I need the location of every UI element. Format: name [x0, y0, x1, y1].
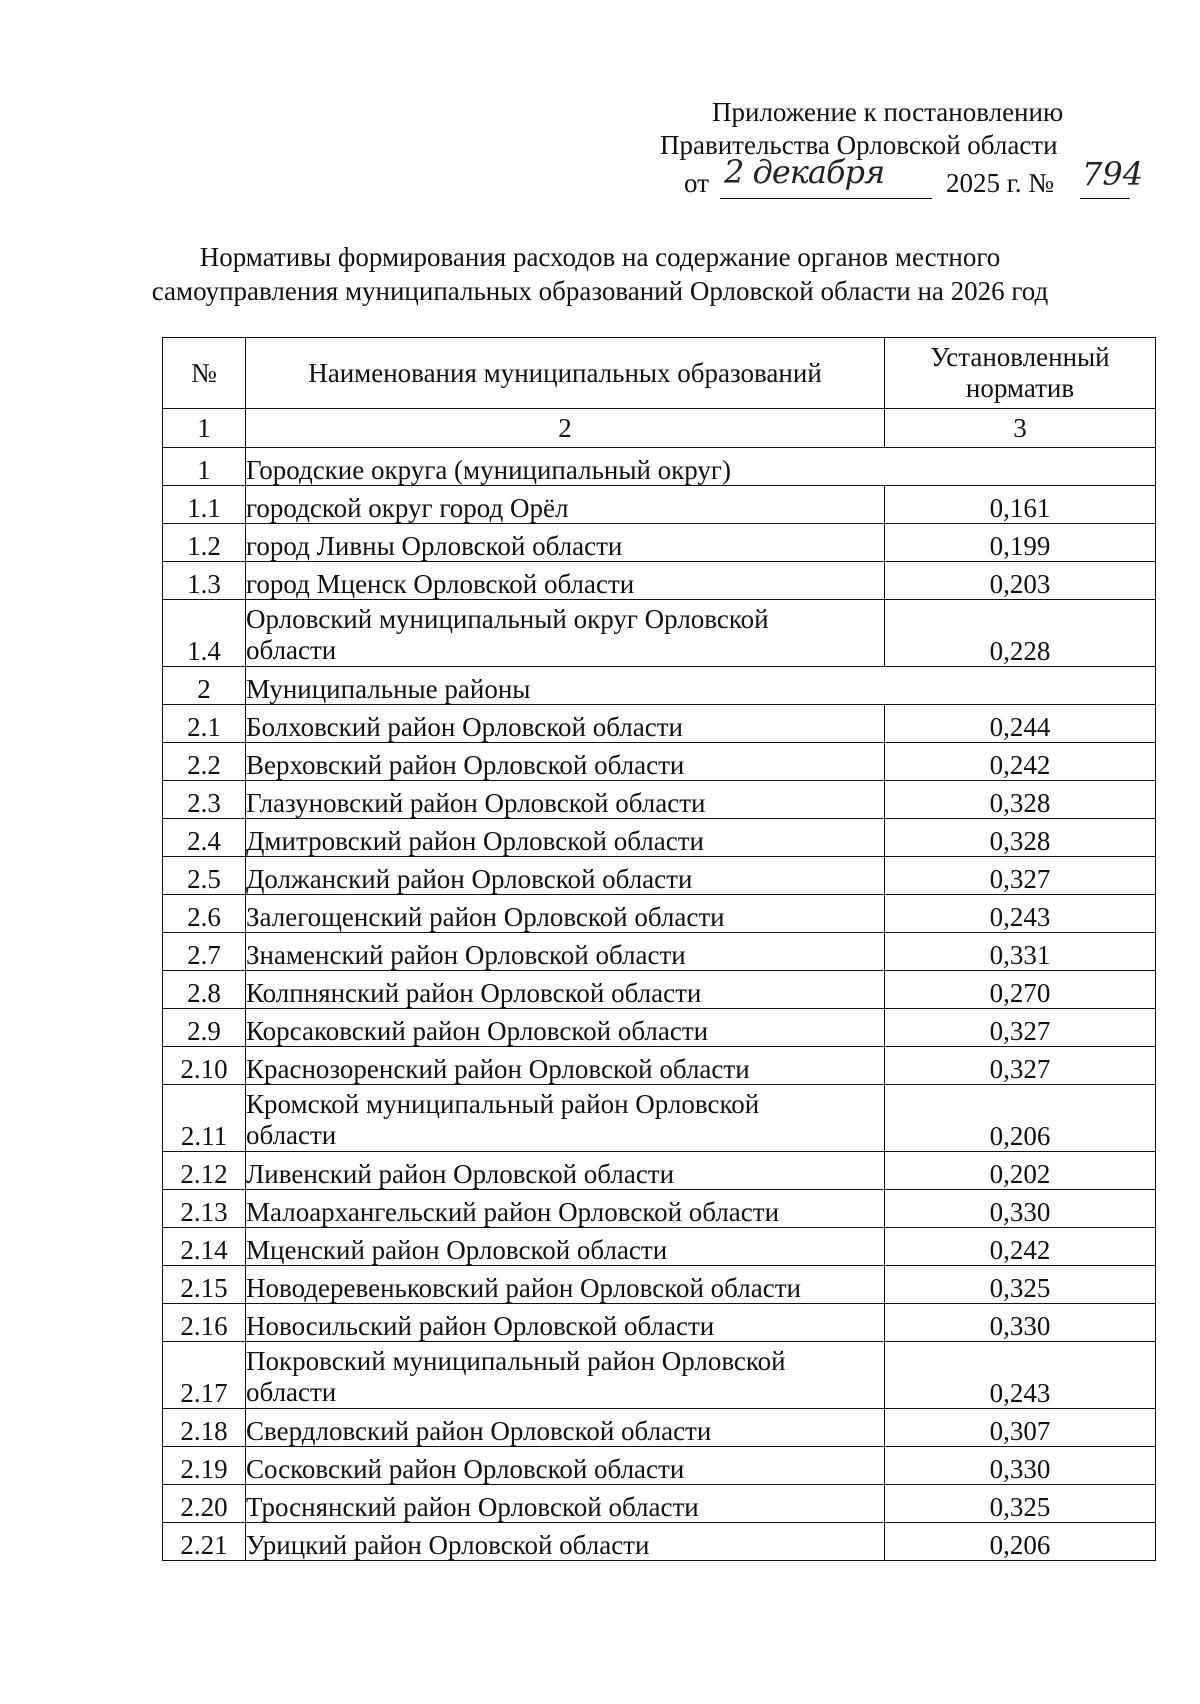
- norm-value: 0,328: [885, 819, 1156, 857]
- municipality-name: [246, 1342, 885, 1409]
- table-row: [163, 486, 1156, 524]
- table-row: [163, 933, 1156, 971]
- municipality-name: Новосильский район Орловской области: [246, 1304, 885, 1342]
- row-number: 1.4: [163, 600, 246, 667]
- table-row: [163, 857, 1156, 895]
- norm-value: 0,244: [885, 705, 1156, 743]
- row-number: 2.19: [163, 1447, 246, 1485]
- row-number: 2.7: [163, 933, 246, 971]
- municipality-name: городской округ город Орёл: [246, 486, 885, 524]
- municipality-name-line-1: Кромской муниципальный район Орловской: [246, 1089, 760, 1119]
- table-row: [163, 1304, 1156, 1342]
- municipality-name: Сосковский район Орловской области: [246, 1447, 885, 1485]
- table-row: [163, 1409, 1156, 1447]
- appendix-year: 2025 г. №: [946, 168, 1055, 198]
- row-number: 2.9: [163, 1009, 246, 1047]
- municipality-name: Ливенский район Орловской области: [246, 1152, 885, 1190]
- table-row: [163, 1009, 1156, 1047]
- municipality-name: Должанский район Орловской области: [246, 857, 885, 895]
- row-number: 2.3: [163, 781, 246, 819]
- table-row: [163, 562, 1156, 600]
- table-row: [163, 1190, 1156, 1228]
- norm-value: 0,203: [885, 562, 1156, 600]
- row-number: 2.6: [163, 895, 246, 933]
- row-number: 1.2: [163, 524, 246, 562]
- norm-value: 0,242: [885, 743, 1156, 781]
- row-number: 2.20: [163, 1485, 246, 1523]
- municipality-name: Малоархангельский район Орловской области: [246, 1190, 885, 1228]
- title-line-2: самоуправления муниципальных образований Орловской области на 2026 год: [151, 276, 1049, 306]
- column-number: 2: [246, 409, 885, 448]
- document-title: [0, 240, 1200, 308]
- norm-value: 0,330: [885, 1447, 1156, 1485]
- table-row: [163, 1447, 1156, 1485]
- row-number: 2.14: [163, 1228, 246, 1266]
- row-number: 2.15: [163, 1266, 246, 1304]
- municipality-name: Знаменский район Орловской области: [246, 933, 885, 971]
- norm-value: 0,206: [885, 1085, 1156, 1152]
- appendix-date-line: [660, 153, 1144, 202]
- row-number: 2.11: [163, 1085, 246, 1152]
- section-number: 2: [163, 667, 246, 705]
- norm-value: 0,243: [885, 895, 1156, 933]
- municipality-name-line-1: Покровский муниципальный район Орловской: [246, 1346, 786, 1376]
- municipality-name: Мценский район Орловской области: [246, 1228, 885, 1266]
- norm-value: 0,328: [885, 781, 1156, 819]
- row-number: 2.8: [163, 971, 246, 1009]
- norm-value: 0,325: [885, 1485, 1156, 1523]
- table-row: [163, 895, 1156, 933]
- row-number: 2.2: [163, 743, 246, 781]
- norm-value: 0,206: [885, 1523, 1156, 1561]
- appendix-line-2: Правительства Орловской области: [660, 130, 1058, 160]
- norm-value: 0,242: [885, 1228, 1156, 1266]
- handwritten-date: 2 декабря: [724, 153, 885, 191]
- section-title: Городские округа (муниципальный округ): [246, 448, 1156, 486]
- appendix-line-1: Приложение к постановлению: [712, 97, 1064, 127]
- column-number: 1: [163, 409, 246, 448]
- municipality-name: город Мценск Орловской области: [246, 562, 885, 600]
- row-number: 2.17: [163, 1342, 246, 1409]
- municipality-name: Залегощенский район Орловской области: [246, 895, 885, 933]
- municipality-name: Корсаковский район Орловской области: [246, 1009, 885, 1047]
- header-name: Наименования муниципальных образований: [246, 338, 885, 409]
- norm-value: 0,228: [885, 600, 1156, 667]
- row-number: 2.12: [163, 1152, 246, 1190]
- handwritten-number: 794: [1082, 155, 1144, 193]
- header-value: [885, 338, 1156, 409]
- row-number: 2.1: [163, 705, 246, 743]
- table-header-row: [163, 338, 1156, 409]
- table-row: [163, 1228, 1156, 1266]
- norm-value: 0,161: [885, 486, 1156, 524]
- table-row: [163, 1152, 1156, 1190]
- section-row: [163, 448, 1156, 486]
- row-number: 2.5: [163, 857, 246, 895]
- row-number: 2.13: [163, 1190, 246, 1228]
- date-underline: [720, 198, 932, 199]
- municipality-name: Глазуновский район Орловской области: [246, 781, 885, 819]
- table-row: [163, 705, 1156, 743]
- row-number: 2.18: [163, 1409, 246, 1447]
- row-number: 1.3: [163, 562, 246, 600]
- norm-value: 0,327: [885, 1009, 1156, 1047]
- norm-value: 0,330: [885, 1304, 1156, 1342]
- municipality-name-line-1: Орловский муниципальный округ Орловской: [246, 604, 769, 634]
- section-row: [163, 667, 1156, 705]
- column-numbers-row: [163, 409, 1156, 448]
- municipality-name-line-2: области: [246, 1120, 337, 1150]
- norm-value: 0,199: [885, 524, 1156, 562]
- title-line-1: Нормативы формирования расходов на содержание органов местного: [199, 242, 1001, 272]
- row-number: 1.1: [163, 486, 246, 524]
- header-value-line-2: норматив: [965, 373, 1075, 403]
- municipality-name: Новодеревеньковский район Орловской области: [246, 1266, 885, 1304]
- row-number: 2.16: [163, 1304, 246, 1342]
- municipality-name: Верховский район Орловской области: [246, 743, 885, 781]
- appendix-block: [660, 96, 1144, 202]
- municipality-name: Краснозоренский район Орловской области: [246, 1047, 885, 1085]
- norm-value: 0,330: [885, 1190, 1156, 1228]
- norm-value: 0,202: [885, 1152, 1156, 1190]
- municipality-name: Болховский район Орловской области: [246, 705, 885, 743]
- municipality-name: [246, 600, 885, 667]
- table-row: [163, 781, 1156, 819]
- norm-value: 0,270: [885, 971, 1156, 1009]
- table-row: [163, 1085, 1156, 1152]
- table-row: [163, 1342, 1156, 1409]
- norm-value: 0,331: [885, 933, 1156, 971]
- norm-value: 0,325: [885, 1266, 1156, 1304]
- municipality-name: город Ливны Орловской области: [246, 524, 885, 562]
- municipality-name-line-2: области: [246, 1377, 337, 1407]
- norm-value: 0,327: [885, 857, 1156, 895]
- municipality-name: Дмитровский район Орловской области: [246, 819, 885, 857]
- norm-value: 0,243: [885, 1342, 1156, 1409]
- section-number: 1: [163, 448, 246, 486]
- municipality-name: [246, 1085, 885, 1152]
- table-row: [163, 600, 1156, 667]
- table-row: [163, 819, 1156, 857]
- appendix-ot: от: [684, 168, 709, 198]
- section-title: Муниципальные районы: [246, 667, 1156, 705]
- number-underline: [1080, 198, 1130, 199]
- municipality-name: Свердловский район Орловской области: [246, 1409, 885, 1447]
- municipality-name: Колпнянский район Орловской области: [246, 971, 885, 1009]
- table-row: [163, 971, 1156, 1009]
- municipality-name-line-2: области: [246, 635, 337, 665]
- row-number: 2.4: [163, 819, 246, 857]
- table-row: [163, 524, 1156, 562]
- table-row: [163, 743, 1156, 781]
- column-number: 3: [885, 409, 1156, 448]
- table-row: [163, 1047, 1156, 1085]
- norms-table: [162, 337, 1156, 1561]
- table-row: [163, 1266, 1156, 1304]
- table-row: [163, 1523, 1156, 1561]
- row-number: 2.21: [163, 1523, 246, 1561]
- norm-value: 0,307: [885, 1409, 1156, 1447]
- municipality-name: Троснянский район Орловской области: [246, 1485, 885, 1523]
- norm-value: 0,327: [885, 1047, 1156, 1085]
- header-value-line-1: Установленный: [930, 342, 1110, 372]
- row-number: 2.10: [163, 1047, 246, 1085]
- header-num: №: [163, 338, 246, 409]
- municipality-name: Урицкий район Орловской области: [246, 1523, 885, 1561]
- table-row: [163, 1485, 1156, 1523]
